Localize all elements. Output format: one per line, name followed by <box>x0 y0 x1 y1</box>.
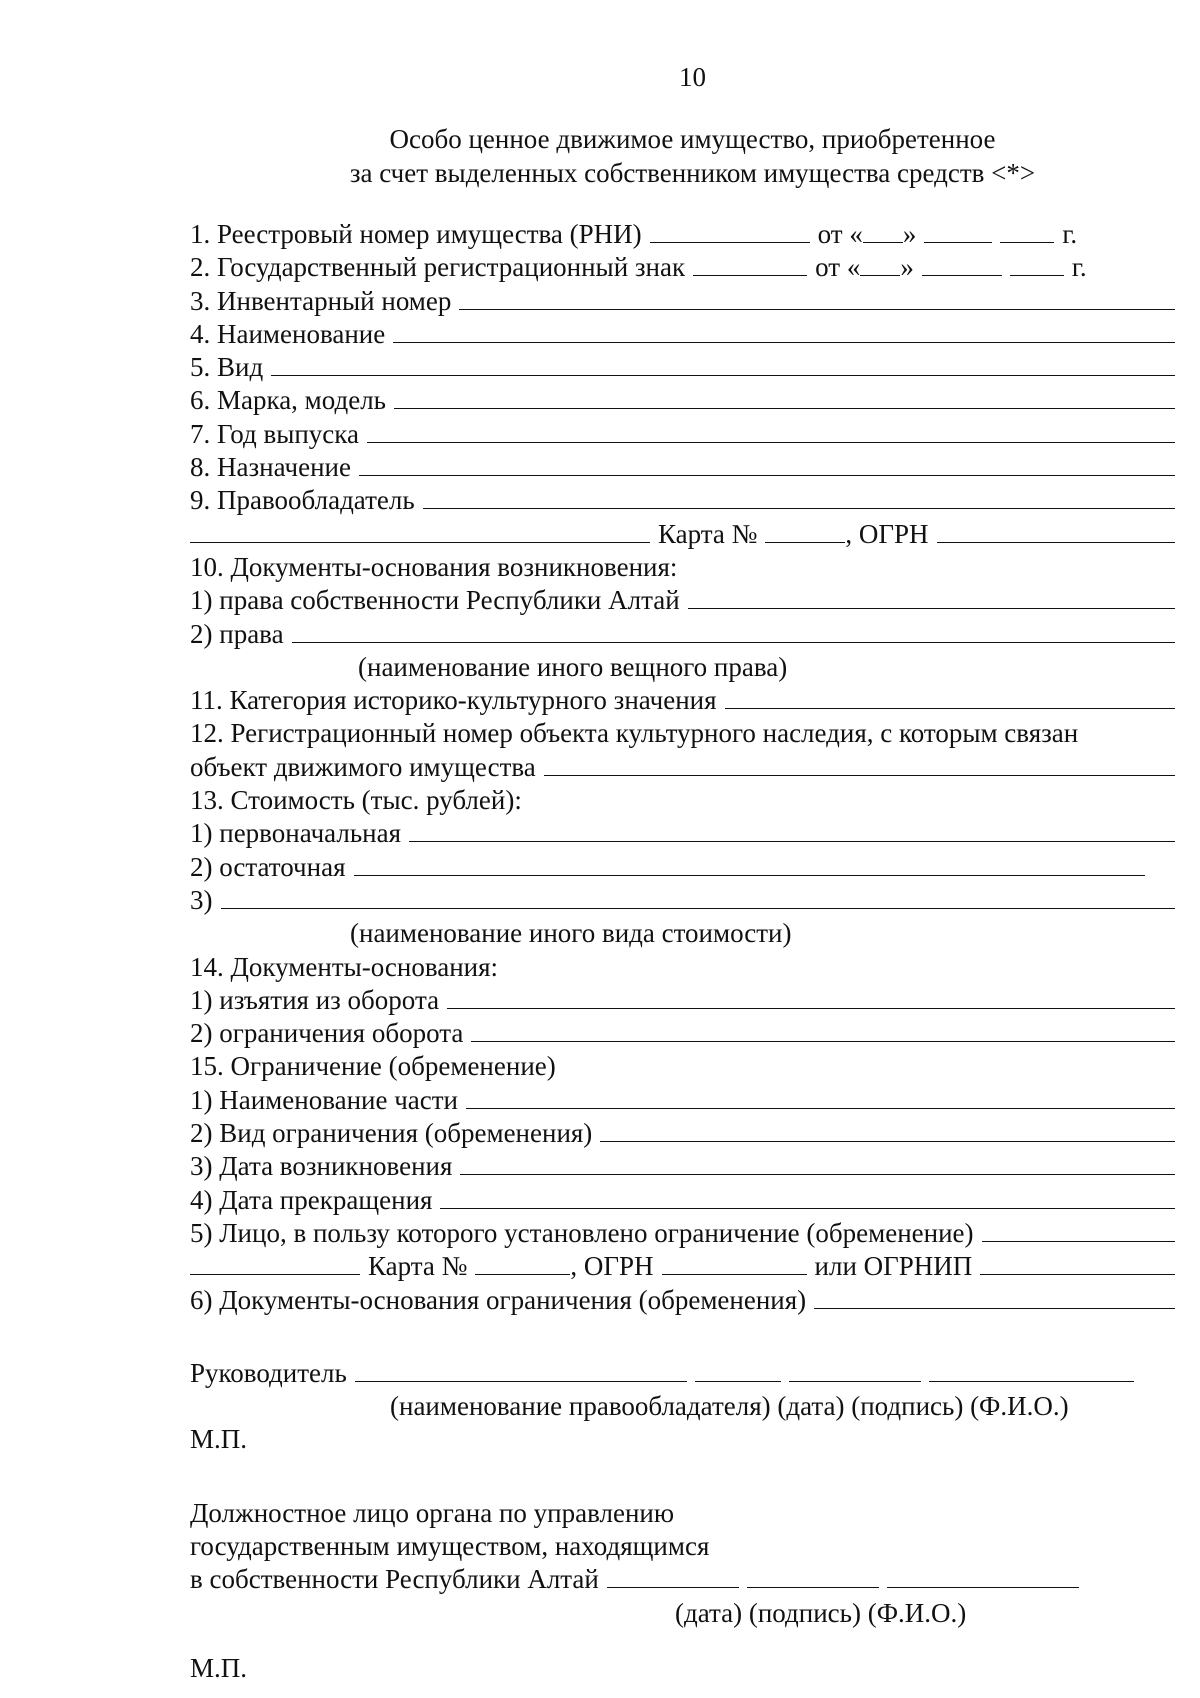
field-production-year: 7. Год выпуска <box>190 418 1175 451</box>
registry-day-input[interactable] <box>863 218 903 243</box>
cultural-category-input[interactable] <box>725 684 1175 709</box>
beneficiary-ogrn-input[interactable] <box>662 1250 807 1275</box>
purpose-input[interactable] <box>359 451 1175 476</box>
section-10-heading: 10. Документы-основания возникновения: <box>190 551 678 582</box>
field-inventory-number: 3. Инвентарный номер <box>190 285 1175 318</box>
official-line-2: государственным имуществом, находящимся <box>190 1530 710 1561</box>
field-encumbrance-docs: 6) Документы-основания ограничения (обременения) <box>190 1284 1175 1317</box>
field-cultural-category: 11. Категория историко-культурного значения <box>190 684 1175 717</box>
field-brand-model: 6. Марка, модель <box>190 384 1175 417</box>
field-other-cost: 3) <box>190 884 1175 917</box>
field-withdrawal-docs: 1) изъятия из оборота <box>190 984 1175 1017</box>
field-purpose: 8. Назначение <box>190 451 1175 484</box>
title-line-2: за счет выделенных собственником имущества средств <*> <box>349 158 1036 188</box>
field-other-right: 2) права <box>190 618 1175 651</box>
official-date-input[interactable] <box>607 1563 739 1588</box>
registry-year-input[interactable] <box>1000 218 1054 243</box>
section-13-heading: 13. Стоимость (тыс. рублей): <box>190 785 522 816</box>
property-form <box>190 218 1175 1685</box>
section-14-heading: 14. Документы-основания: <box>190 951 499 982</box>
encumbrance-docs-input[interactable] <box>814 1284 1175 1309</box>
ogrn-input[interactable] <box>937 518 1175 543</box>
page-title <box>0 122 1200 190</box>
field-encumbrance-type: 2) Вид ограничения (обременения) <box>190 1117 1175 1150</box>
kind-input[interactable] <box>271 351 1175 376</box>
page-number: 10 <box>679 62 706 92</box>
state-plate-input[interactable] <box>693 251 807 276</box>
heritage-number-input[interactable] <box>544 751 1175 776</box>
initial-cost-input[interactable] <box>409 817 1175 842</box>
beneficiary-input[interactable] <box>982 1217 1175 1242</box>
field-heritage-number: объект движимого имущества <box>190 751 1175 784</box>
field-name: 4. Наименование <box>190 318 1175 351</box>
official-signature-row: в собственности Республики Алтай <box>190 1563 1175 1596</box>
field-heritage-number-line1: 12. Регистрационный номер объекта культурного наследия, с которым связан <box>190 718 1079 749</box>
residual-cost-input[interactable] <box>354 851 1146 876</box>
beneficiary-card-input[interactable] <box>475 1250 570 1275</box>
field-part-name: 1) Наименование части <box>190 1084 1175 1117</box>
other-cost-input[interactable] <box>221 884 1176 909</box>
right-holder-input[interactable] <box>423 484 1175 509</box>
official-fio-input[interactable] <box>887 1563 1079 1588</box>
field-ownership-right: 1) права собственности Республики Алтай <box>190 584 1175 617</box>
field-initial-cost: 1) первоначальная <box>190 817 1175 850</box>
part-name-input[interactable] <box>466 1084 1175 1109</box>
registry-month-input[interactable] <box>924 218 992 243</box>
stamp-1: М.П. <box>190 1424 248 1455</box>
encumbrance-type-input[interactable] <box>600 1117 1175 1142</box>
official-line-1: Должностное лицо органа по управлению <box>190 1497 675 1528</box>
section-15-heading: 15. Ограничение (обременение) <box>190 1051 556 1082</box>
registry-number-input[interactable] <box>650 218 810 243</box>
beneficiary-ogrnip-input[interactable] <box>980 1250 1175 1275</box>
field-beneficiary: 5) Лицо, в пользу которого установлено ограничение (обременение) <box>190 1217 1175 1250</box>
plate-month-input[interactable] <box>922 251 1002 276</box>
restriction-docs-input[interactable] <box>471 1017 1175 1042</box>
right-holder-continued-input[interactable] <box>190 518 650 543</box>
inventory-number-input[interactable] <box>459 285 1175 310</box>
field-registry-number: 1. Реестровый номер имущества (РНИ) от « » г. <box>190 219 1078 249</box>
head-fio-input[interactable] <box>929 1357 1134 1382</box>
card-number-input[interactable] <box>765 518 845 543</box>
official-signature-caption: (дата) (подпись) (Ф.И.О.) <box>675 1597 967 1628</box>
head-signature-caption: (наименование правообладателя) (дата) (подпись) (Ф.И.О.) <box>390 1391 1069 1422</box>
other-right-caption: (наименование иного вещного права) <box>358 651 788 682</box>
official-signature-input[interactable] <box>747 1563 879 1588</box>
start-date-input[interactable] <box>460 1150 1175 1175</box>
other-cost-caption: (наименование иного вида стоимости) <box>350 918 792 949</box>
field-state-plate: 2. Государственный регистрационный знак от « » г. <box>190 252 1087 283</box>
beneficiary-continued-input[interactable] <box>190 1250 360 1275</box>
title-line-1: Особо ценное движимое имущество, приобретенное <box>389 124 996 154</box>
withdrawal-docs-input[interactable] <box>447 984 1175 1009</box>
head-org-name-input[interactable] <box>355 1357 687 1382</box>
stamp-2: М.П. <box>190 1652 248 1683</box>
ownership-right-input[interactable] <box>688 584 1175 609</box>
field-restriction-docs: 2) ограничения оборота <box>190 1017 1175 1050</box>
end-date-input[interactable] <box>440 1184 1175 1209</box>
field-kind: 5. Вид <box>190 351 1175 384</box>
head-signature-input[interactable] <box>789 1357 921 1382</box>
plate-year-input[interactable] <box>1010 251 1064 276</box>
name-input[interactable] <box>393 318 1175 343</box>
brand-model-input[interactable] <box>394 384 1175 409</box>
field-beneficiary-ids: Карта № , ОГРН или ОГРНИП <box>190 1250 1175 1283</box>
production-year-input[interactable] <box>367 418 1175 443</box>
head-date-input[interactable] <box>695 1357 781 1382</box>
field-end-date: 4) Дата прекращения <box>190 1184 1175 1217</box>
head-signature-row: Руководитель <box>190 1357 1175 1390</box>
field-start-date: 3) Дата возникновения <box>190 1150 1175 1183</box>
field-right-holder-card: Карта № , ОГРН <box>190 518 1175 551</box>
field-right-holder: 9. Правообладатель <box>190 484 1175 517</box>
field-residual-cost: 2) остаточная <box>190 851 1175 884</box>
other-right-input[interactable] <box>292 618 1175 643</box>
plate-day-input[interactable] <box>860 251 900 276</box>
